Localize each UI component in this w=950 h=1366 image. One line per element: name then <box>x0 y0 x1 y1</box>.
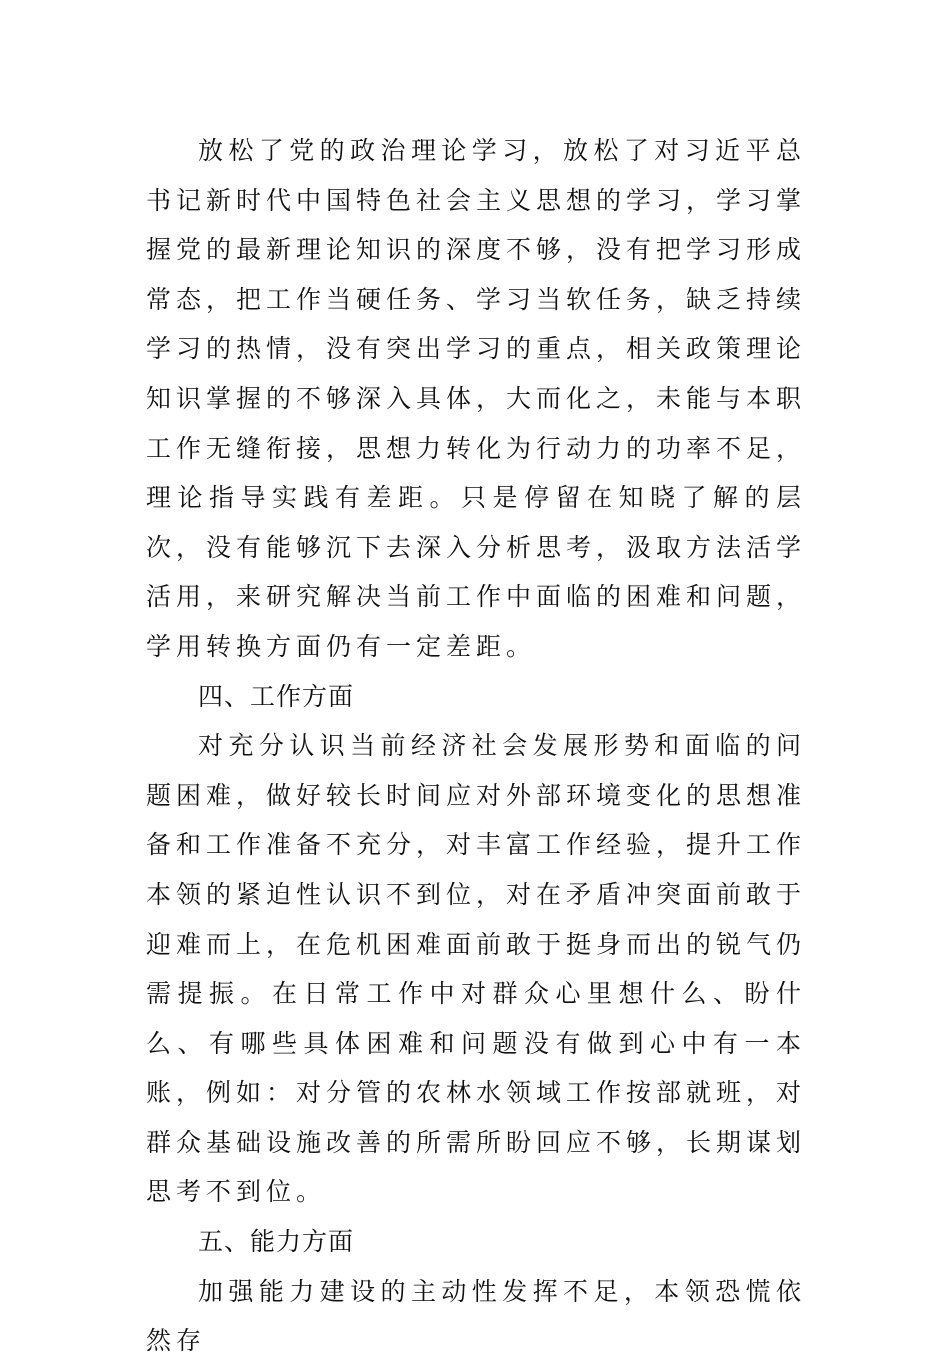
document-body <box>146 126 806 1366</box>
paragraph-work: 对充分认识当前经济社会发展形势和面临的问题困难，做好较长时间应对外部环境变化的思想准备和工作准备不充分，对丰富工作经验，提升工作本领的紧迫性认识不到位，对在矛盾冲突面前敢于迎难而上，在危机困难面前敢于挺身而出的锐气仍需提振。在日常工作中对群众心里想什么、盼什么、有哪些具体困难和问题没有做到心中有一本账，例如：对分管的农林水领域工作按部就班，对群众基础设施改善的所需所盼回应不够，长期谋划思考不到位。 <box>146 731 807 1207</box>
section-heading-work: 四、工作方面 <box>198 681 355 711</box>
section-heading-ability: 五、能力方面 <box>198 1227 355 1257</box>
paragraph-ability: 加强能力建设的主动性发挥不足，本领恐慌依然存 <box>146 1276 806 1356</box>
paragraph-study-theory: 放松了党的政治理论学习，放松了对习近平总书记新时代中国特色社会主义思想的学习，学习掌握党的最新理论知识的深度不够，没有把学习形成常态，把工作当硬任务、学习当软任务，缺乏持续学习的热情，没有突出学习的重点，相关政策理论知识掌握的不够深入具体，大而化之，未能与本职工作无缝衔接，思想力转化为行动力的功率不足，理论指导实践有差距。只是停留在知晓了解的层次，没有能够沉下去深入分析思考，汲取方法活学活用，来研究解决当前工作中面临的困难和问题，学用转换方面仍有一定差距。 <box>146 136 807 661</box>
